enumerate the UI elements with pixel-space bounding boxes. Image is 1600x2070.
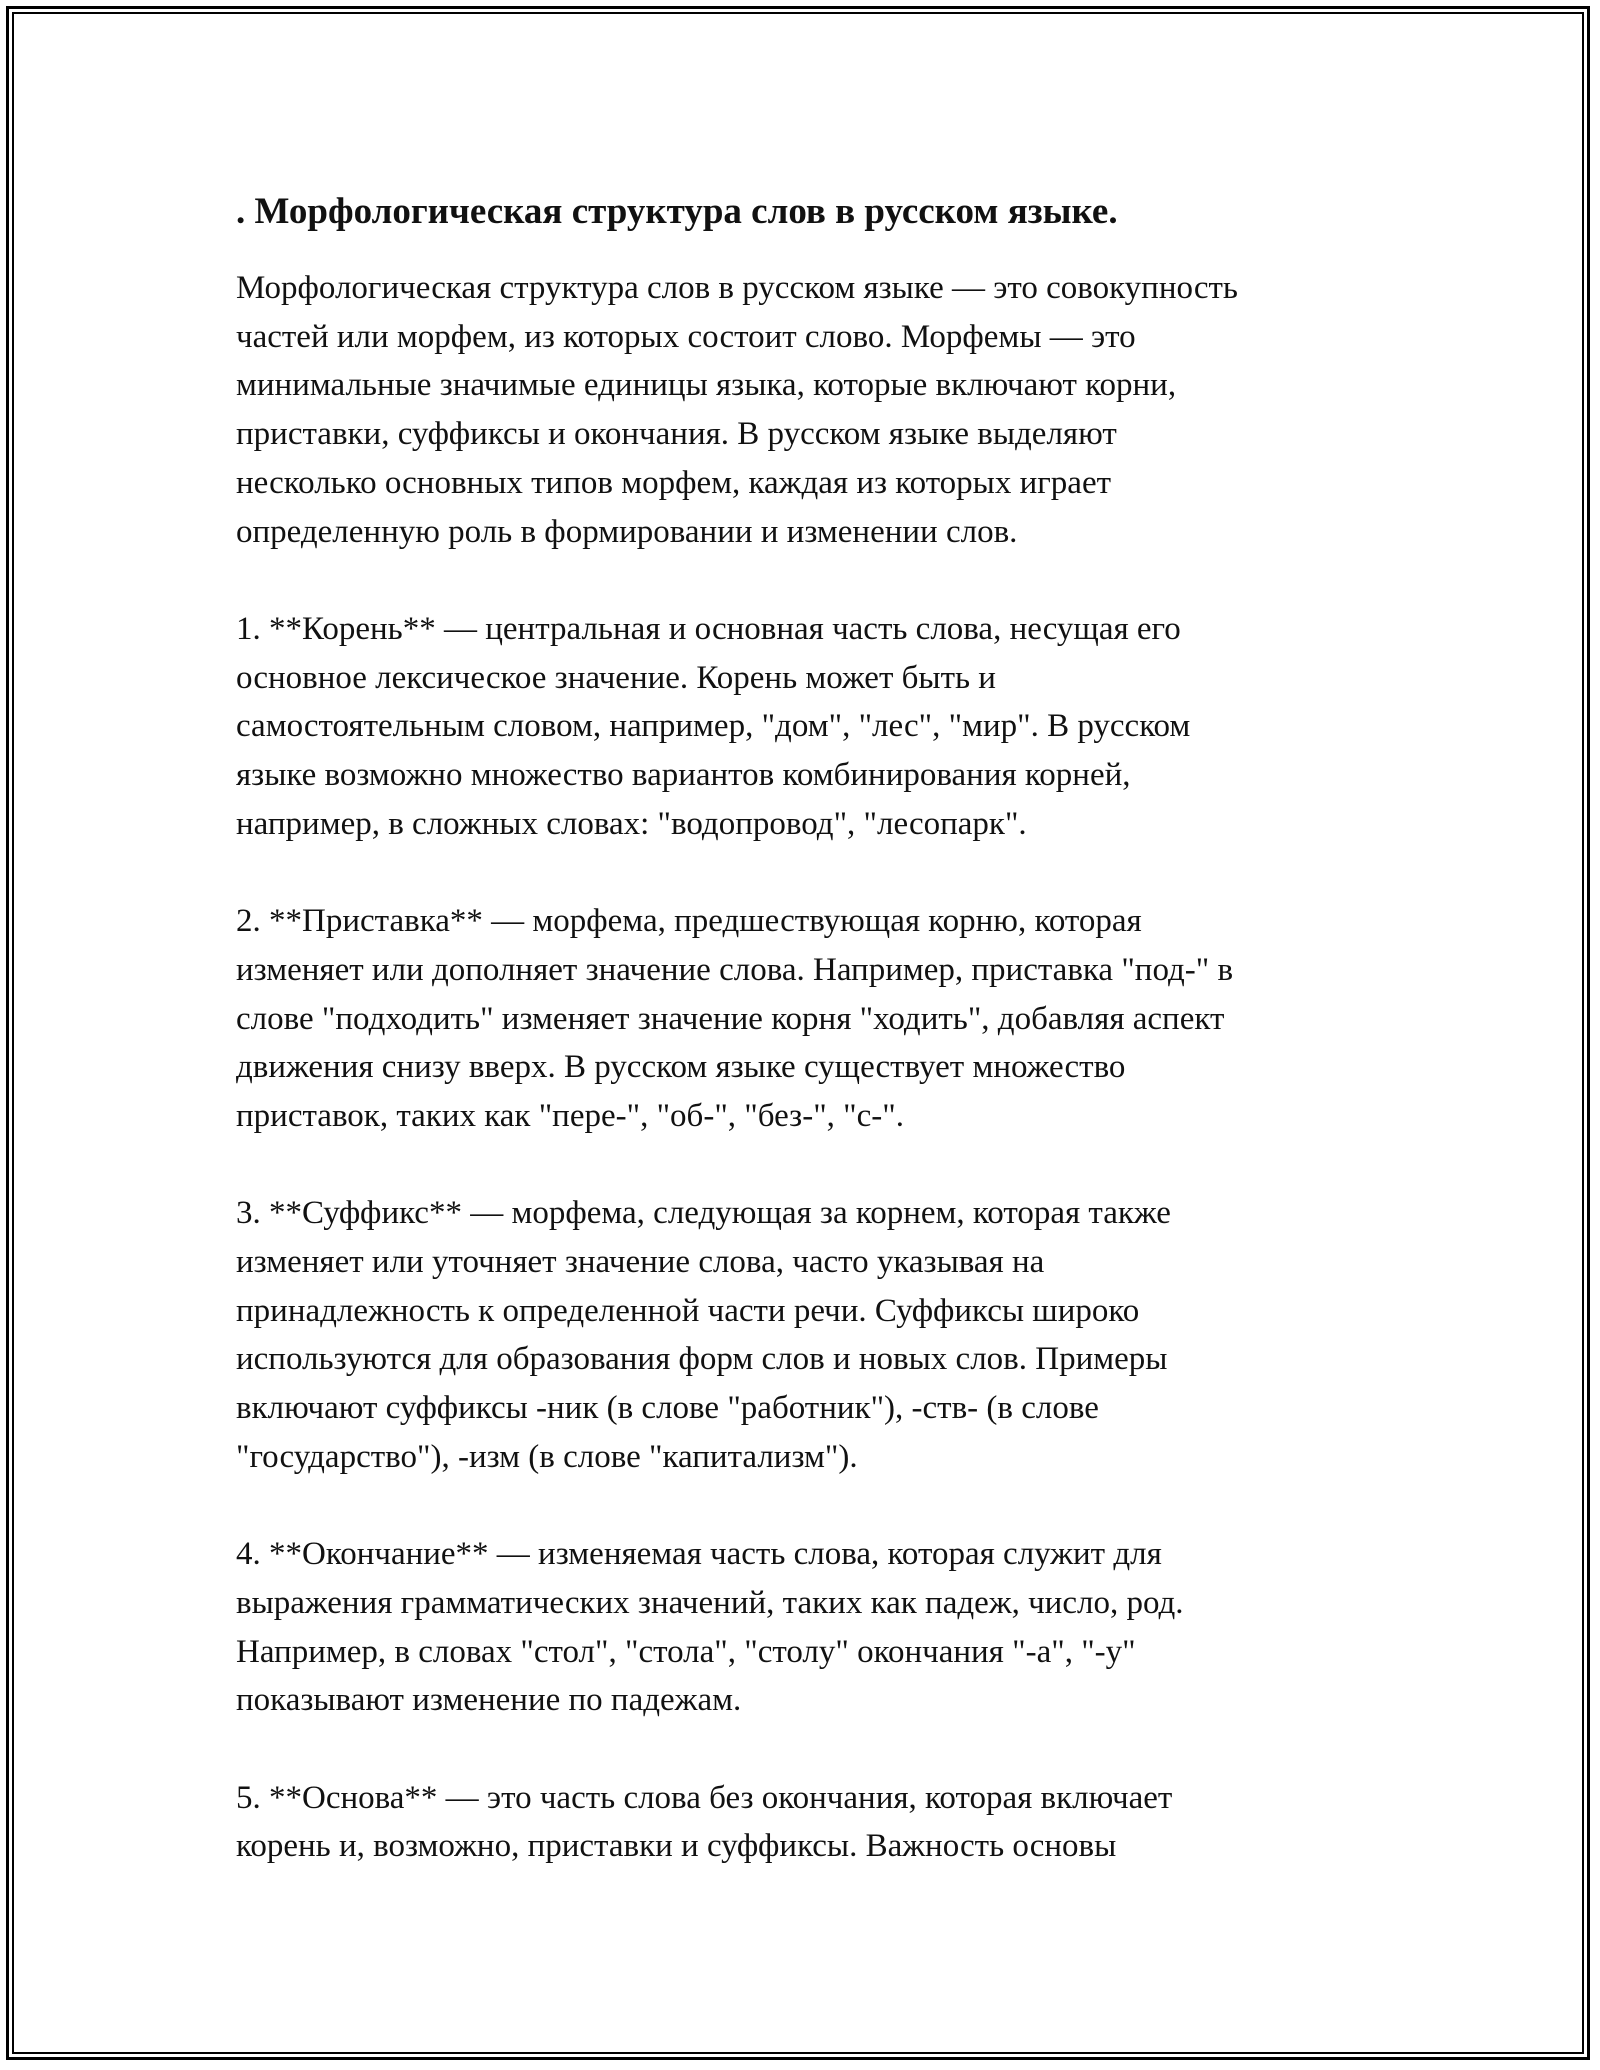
paragraph-stem: 5. **Основа** — это часть слова без окончания, которая включает корень и, возможно, приставки и суффиксы. Важность основы	[236, 1779, 1173, 1865]
paragraph-suffix: 3. **Суффикс** — морфема, следующая за корнем, которая также изменяет или уточняет значение слова, часто указывая на принадлежность к определенной части речи. Суффиксы широко используются для образования форм слов и новых слов. Примеры включают суффиксы -ник (в слове "работник"), -ств- (в слове "государство"), -изм (в слове "капитализм").	[236, 1195, 1171, 1475]
paragraph-ending: 4. **Окончание** — изменяемая часть слова, которая служит для выражения грамматических значений, таких как падеж, число, род. Например, в словах "стол", "стола", "столу" окончания "-а", "-у" показывают изменение по падежам.	[236, 1536, 1184, 1719]
document-body	[236, 184, 1396, 1920]
paragraph-intro: Морфологическая структура слов в русском языке — это совокупность частей или морфем, из которых состоит слово. Морфемы — это минимальные значимые единицы языка, которые включают корни, приставки, суффиксы и окончания. В русском языке выделяют несколько основных типов морфем, каждая из которых играет определенную роль в формировании и изменении слов.	[236, 270, 1238, 550]
paragraph-root: 1. **Корень** — центральная и основная часть слова, несущая его основное лексическое значение. Корень может быть и самостоятельным словом, например, "дом", "лес", "мир". В русском языке возможно множество вариантов комбинирования корней, например, в сложных словах: "водопровод", "лесопарк".	[236, 610, 1191, 842]
document-title: . Морфологическая структура слов в русском языке.	[236, 191, 1118, 232]
paragraph-prefix: 2. **Приставка** — морфема, предшествующая корню, которая изменяет или дополняет значение слова. Например, приставка "под-" в слове "подходить" изменяет значение корня "ходить", добавляя аспект движения снизу вверх. В русском языке существует множество приставок, таких как "пере-", "об-", "без-", "с-".	[236, 903, 1234, 1134]
